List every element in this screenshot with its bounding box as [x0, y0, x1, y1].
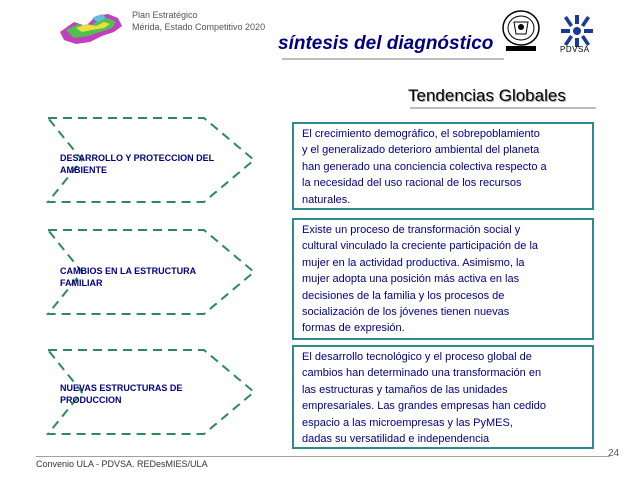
title-underline [282, 58, 504, 60]
slide-title: síntesis del diagnóstico [278, 33, 494, 54]
university-seal-icon [500, 8, 542, 54]
pdvsa-logo-text: PDVSA [560, 45, 590, 54]
section-title: Tendencias Globales [408, 86, 566, 105]
section-underline [410, 107, 596, 109]
description-box: El desarrollo tecnológico y el proceso global de cambios han determinado una transformación en las estructuras y tamaños de las unidades empresariales. Las grandes empresas han cedido espacio a las microempresas y las PyMES, dadas su versatilidad e independencia [292, 345, 594, 449]
category-label: DESARROLLO Y PROTECCION DEL AMBIENTE [60, 153, 215, 175]
plan-subtitle: Mérida, Estado Competitivo 2020 [132, 22, 266, 32]
description-box: El crecimiento demográfico, el sobrepoblamiento y el generalizado deterioro ambiental del planeta han generado una conciencia colectiva respecto a la necesidad del uso racional de los recursos naturales. [292, 122, 594, 210]
footer-text: Convenio ULA - PDVSA. REDesMIES/ULA [36, 459, 208, 469]
plan-title: Plan Estratégico [132, 10, 198, 20]
description-box: Existe un proceso de transformación social y cultural vinculado la creciente participación de la mujer en la actividad productiva. Asimismo, la mujer adopta una posición más activa en las decisiones de la familia y los procesos de socialización de los jóvenes tienen nuevas formas de expresión. [292, 218, 594, 340]
page-number: 24 [608, 448, 620, 459]
footer-divider [36, 456, 610, 457]
venezuela-map-icon [56, 6, 126, 48]
category-label: CAMBIOS EN LA ESTRUCTURA FAMILIAR [60, 266, 197, 288]
category-label: NUEVAS ESTRUCTURAS DE PRODUCCION [60, 383, 183, 405]
